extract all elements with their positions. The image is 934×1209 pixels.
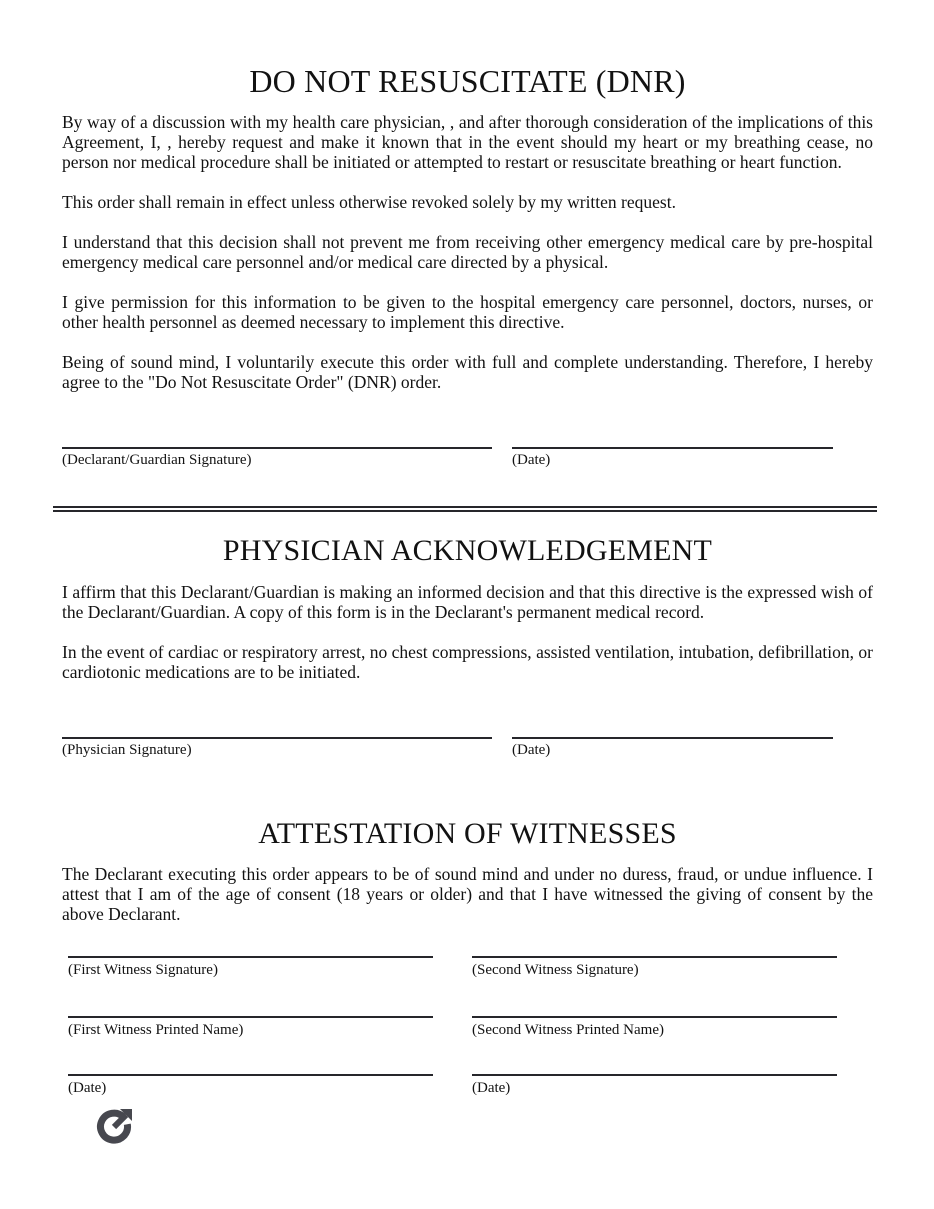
section-declaration <box>62 62 873 469</box>
physician-paragraph: I affirm that this Declarant/Guardian is making an informed decision and that this directive is the expressed wish of the Declarant/Guardian. A copy of this form is in the Declarant's permanent medical record. <box>62 582 873 622</box>
second-witness-date-label: (Date) <box>472 1080 511 1096</box>
second-witness-signature-field <box>472 956 873 979</box>
physician-paragraph: In the event of cardiac or respiratory arrest, no chest compressions, assisted ventilation, intubation, defibrillation, or cardiotonic medications are to be initiated. <box>62 642 873 682</box>
declarant-signature-field <box>62 447 492 469</box>
physician-date-field <box>512 737 833 759</box>
physician-date-label: (Date) <box>512 742 551 758</box>
section-attestation-of-witnesses <box>62 815 873 1150</box>
physician-signature-field <box>62 737 492 759</box>
dnr-title: DO NOT RESUSCITATE (DNR) <box>249 63 686 99</box>
declarant-signature-row <box>62 447 873 469</box>
first-witness-printed-name-field <box>68 1016 472 1039</box>
physician-signature-label: (Physician Signature) <box>62 742 192 758</box>
first-witness-date-label: (Date) <box>68 1080 107 1096</box>
declaration-paragraph: This order shall remain in effect unless otherwise revoked solely by my written request. <box>62 192 676 212</box>
declaration-paragraph: Being of sound mind, I voluntarily execute this order with full and complete understanding. Therefore, I hereby agree to the "Do Not Resuscitate Order" (DNR) order. <box>62 352 873 392</box>
section-physician-acknowledgement <box>62 532 873 759</box>
declaration-paragraph: By way of a discussion with my health care physician, , and after thorough consideration of the implications of this Agreement, I, , hereby request and make it known that in the event should my heart or my breathing cease, no person nor medical procedure shall be initiated or attempted to restart or resuscitate breathing or heart function. <box>62 112 873 172</box>
first-witness-signature-label: (First Witness Signature) <box>68 962 218 978</box>
declarant-date-field <box>512 447 833 469</box>
second-witness-date-field <box>472 1074 873 1097</box>
declarant-date-label: (Date) <box>512 452 551 468</box>
witnesses-paragraph: The Declarant executing this order appears to be of sound mind and under no duress, fraud, or undue influence. I attest that I am of the age of consent (18 years or older) and that I have witnessed the giving of consent by the above Declarant. <box>62 864 873 924</box>
physician-section-title: PHYSICIAN ACKNOWLEDGEMENT <box>222 534 713 567</box>
section-divider-rule <box>53 506 877 512</box>
second-witness-printed-name-label: (Second Witness Printed Name) <box>472 1022 664 1038</box>
witnesses-section-title: ATTESTATION OF WITNESSES <box>258 817 677 850</box>
refresh-arrow-icon[interactable] <box>95 1105 139 1145</box>
second-witness-signature-label: (Second Witness Signature) <box>472 962 639 978</box>
declaration-paragraph: I give permission for this information to be given to the hospital emergency care personnel, doctors, nurses, or other health personnel as deemed necessary to implement this directive. <box>62 292 873 332</box>
witness-fields-grid <box>68 956 873 1097</box>
declarant-signature-label: (Declarant/Guardian Signature) <box>62 452 252 468</box>
physician-signature-row <box>62 737 873 759</box>
first-witness-printed-name-label: (First Witness Printed Name) <box>68 1022 244 1038</box>
first-witness-date-field <box>68 1074 472 1097</box>
first-witness-signature-field <box>68 956 472 979</box>
declaration-paragraph: I understand that this decision shall not prevent me from receiving other emergency medical care by pre-hospital emergency medical care personnel and/or medical care directed by a physical. <box>62 232 873 272</box>
second-witness-printed-name-field <box>472 1016 873 1039</box>
